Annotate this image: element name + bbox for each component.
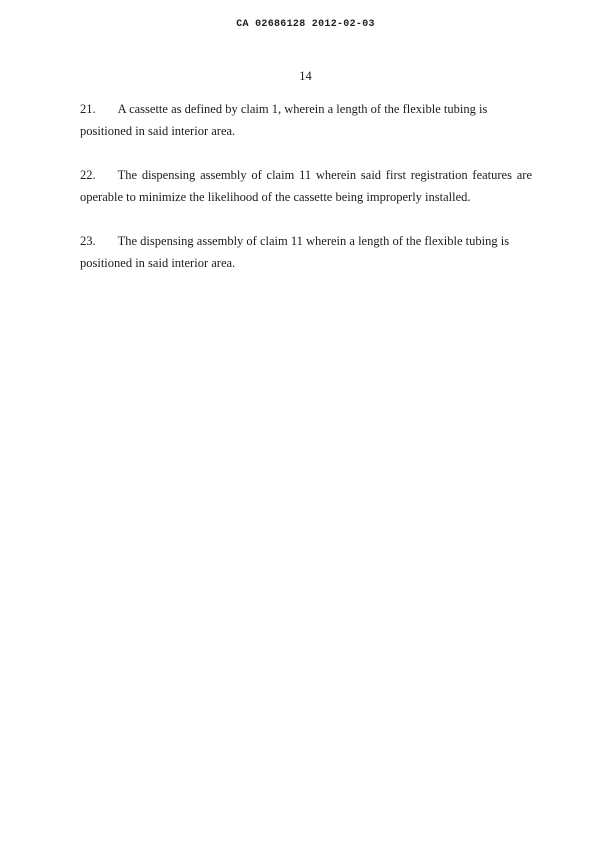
claim-number: 22.: [80, 168, 96, 182]
claim-text: The dispensing assembly of claim 11 wherein a length of the flexible tubing is positioned in said interior area.: [80, 234, 510, 270]
claim-text: A cassette as defined by claim 1, wherein a length of the flexible tubing is positioned in said interior area.: [80, 102, 488, 138]
claim-number: 23.: [80, 234, 96, 248]
document-header: CA 02686128 2012-02-03: [236, 19, 375, 30]
tab-spacer: [96, 178, 118, 179]
page-number: 14: [299, 69, 312, 83]
claim-paragraph: [80, 98, 532, 142]
claims-section: [80, 98, 532, 274]
tab-spacer: [96, 244, 118, 245]
claim-paragraph: [80, 164, 532, 208]
claim-text: The dispensing assembly of claim 11 wherein said first registration features are operable to minimize the likelihood of the cassette being improperly installed.: [80, 168, 532, 204]
tab-spacer: [96, 112, 118, 113]
claim-number: 21.: [80, 102, 96, 116]
claim-paragraph: [80, 230, 532, 274]
